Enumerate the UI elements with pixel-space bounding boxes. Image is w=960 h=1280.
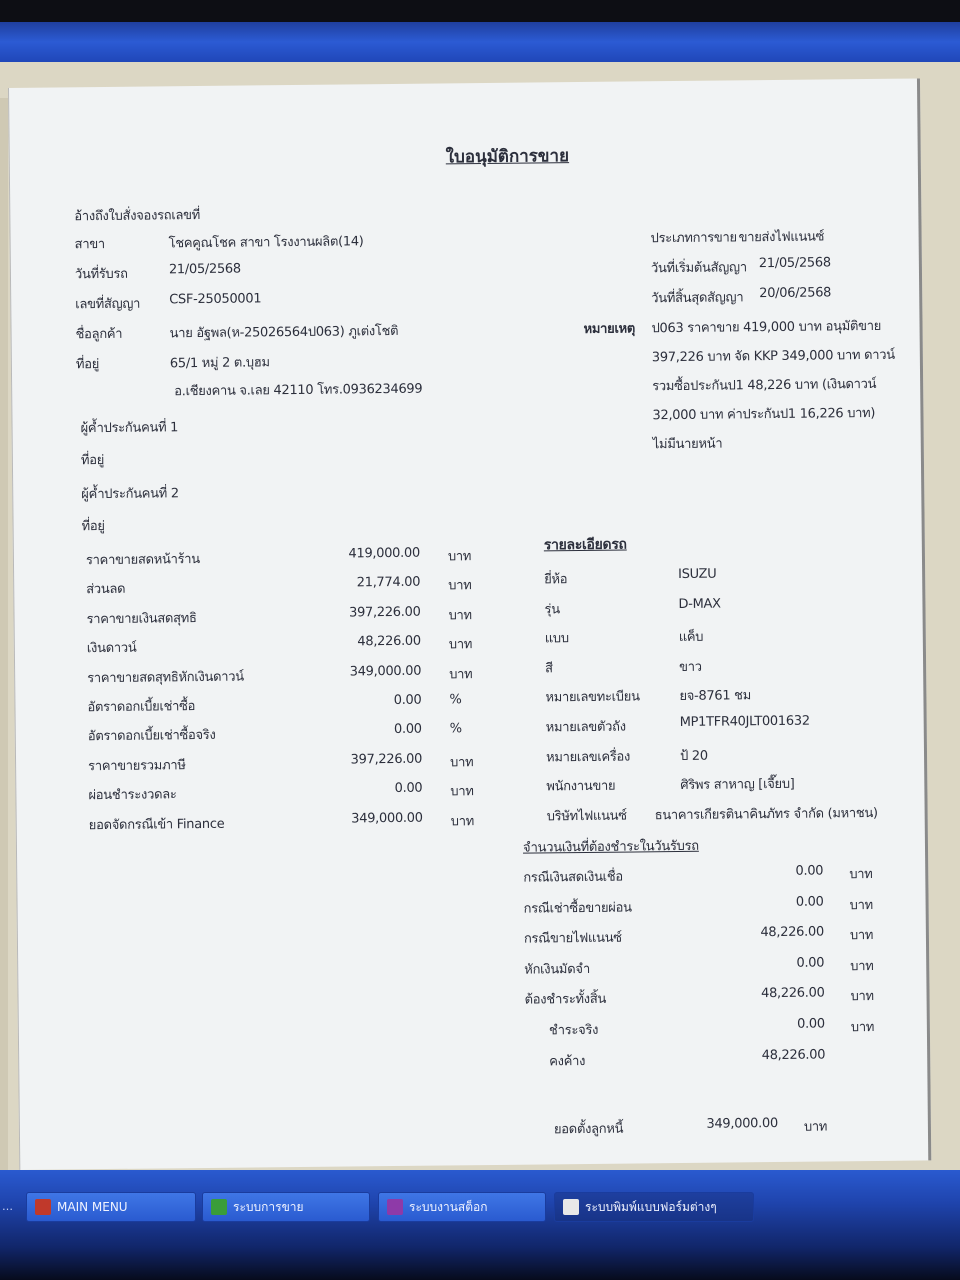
guarantor-1-label: ผู้ค้ำประกันคนที่ 1 <box>80 420 179 437</box>
contract-end-value: 20/06/2568 <box>759 285 832 302</box>
debt-unit: บาท <box>803 1119 828 1135</box>
price-label: ส่วนลด <box>86 582 126 598</box>
debt-label: ยอดตั้งลูกหนี้ <box>553 1121 624 1138</box>
payment-unit: บาท <box>849 866 873 883</box>
remark-line: ป063 ราคาขาย 419,000 บาท อนุมัติขาย <box>651 318 882 337</box>
payment-label: กรณีเช่าซื้อขายผ่อน <box>523 900 632 917</box>
car-detail-label: ยี่ห้อ <box>544 572 568 588</box>
car-detail-label: หมายเลขตัวถัง <box>545 719 626 736</box>
car-detail-label: แบบ <box>544 631 569 647</box>
window-title-bar <box>0 22 960 66</box>
payment-unit: บาท <box>850 958 874 975</box>
payment-value: 48,226.00 <box>761 1047 826 1063</box>
payment-label: ต้องชำระทั้งสิ้น <box>524 992 607 1009</box>
taskbar-print-forms[interactable] <box>554 1192 754 1222</box>
price-value: 0.00 <box>394 780 423 797</box>
app-icon-red <box>35 1199 51 1215</box>
price-value: 48,226.00 <box>357 633 421 650</box>
address-value: 65/1 หมู่ 2 ต.บุฮม <box>169 355 270 372</box>
guarantor-2-label: ผู้ค้ำประกันคนที่ 2 <box>81 486 179 503</box>
delivery-date-label: วันที่รับรถ <box>74 266 128 283</box>
guarantor-1-address-label: ที่อยู่ <box>80 453 105 469</box>
address-label: ที่อยู่ <box>75 357 100 373</box>
branch-label: สาขา <box>74 236 105 253</box>
branch-value: โชคคูณโชค สาขา โรงงานผลิต(14) <box>168 234 364 252</box>
price-label: ราคาขายสดสุทธิหักเงินดาวน์ <box>87 669 244 686</box>
remark-line: 32,000 บาท ค่าประกันป1 16,226 บาท) <box>652 405 876 424</box>
price-unit: บาท <box>450 784 474 800</box>
price-unit: บาท <box>448 637 473 653</box>
remark-line: 397,226 บาท จัด KKP 349,000 บาท ดาวน์ <box>651 347 895 366</box>
taskbar <box>0 1170 960 1280</box>
payment-value: 0.00 <box>796 955 825 971</box>
car-detail-label: บริษัทไฟแนนซ์ <box>546 808 627 825</box>
price-value: 397,226.00 <box>350 751 423 768</box>
price-unit: % <box>449 721 462 737</box>
price-value: 349,000.00 <box>349 663 422 680</box>
price-label: ราคาขายรวมภาษี <box>88 757 186 774</box>
taskbar-overflow-icon[interactable]: … <box>2 1200 13 1213</box>
guarantor-2-address-label: ที่อยู่ <box>81 519 105 535</box>
taskbar-item-label: ระบบการขาย <box>233 1199 304 1214</box>
price-label: เงินดาวน์ <box>86 640 137 657</box>
stock-app-icon <box>387 1199 403 1215</box>
car-detail-value: MP1TFR40JLT001632 <box>679 713 810 731</box>
price-unit: % <box>449 692 462 708</box>
price-label: ราคาขายสดหน้าร้าน <box>85 552 200 569</box>
price-label: อัตราดอกเบี้ยเช่าซื้อจริง <box>87 728 216 745</box>
debt-value: 349,000.00 <box>706 1115 778 1132</box>
monitor-bezel <box>0 0 960 22</box>
car-detail-value: D-MAX <box>678 596 721 612</box>
customer-name-label: ชื่อลูกค้า <box>75 326 123 343</box>
payment-label: กรณีเงินสดเงินเชื่อ <box>523 869 623 886</box>
price-unit: บาท <box>447 549 472 565</box>
remark-line: ไม่มีนายหน้า <box>652 436 723 453</box>
payment-value: 48,226.00 <box>760 924 824 941</box>
contract-number-label: เลขที่สัญญา <box>75 296 141 313</box>
car-detail-value: ธนาคารเกียรตินาคินภัทร จำกัด (มหาชน) <box>654 805 878 824</box>
taskbar-main-menu[interactable] <box>26 1192 196 1222</box>
price-value: 397,226.00 <box>348 604 421 621</box>
payment-value: 0.00 <box>795 863 824 879</box>
car-detail-value: ป้ 20 <box>679 748 708 764</box>
price-value: 0.00 <box>393 692 422 708</box>
payment-unit: บาท <box>849 897 873 913</box>
price-label: อัตราดอกเบี้ยเช่าซื้อ <box>87 699 196 716</box>
price-value: 0.00 <box>393 722 422 738</box>
price-unit: บาท <box>450 754 474 771</box>
taskbar-sales-system[interactable] <box>202 1192 370 1222</box>
booking-reference-label: อ้างถึงใบสั่งจองรถเลขที่ <box>74 207 201 225</box>
car-detail-label: สี <box>545 661 553 677</box>
payment-label: คงค้าง <box>549 1053 586 1069</box>
print-forms-icon <box>563 1199 579 1215</box>
car-detail-value: ศิริพร สาหาญ [เจี๊ยบ] <box>680 776 795 794</box>
payment-unit: บาท <box>850 1019 875 1036</box>
taskbar-item-label: ระบบงานสต็อก <box>409 1199 488 1214</box>
payment-value: 0.00 <box>795 894 824 910</box>
payment-value: 48,226.00 <box>760 985 825 1002</box>
price-unit: บาท <box>450 813 475 829</box>
taskbar-item-label: MAIN MENU <box>57 1200 128 1214</box>
payment-label: กรณีขายไฟแนนซ์ <box>523 930 622 947</box>
price-unit: บาท <box>448 578 472 594</box>
sales-app-icon <box>211 1199 227 1215</box>
car-detail-value: แค็บ <box>678 629 704 646</box>
sale-type-label: ประเภทการขาย <box>650 230 737 247</box>
remark-label: หมายเหตุ <box>583 321 636 337</box>
car-detail-value: ยจ-8761 ชม <box>679 688 752 705</box>
price-value: 419,000.00 <box>348 545 420 562</box>
print-preview-page <box>8 78 931 1169</box>
contract-number-value: CSF-25050001 <box>169 291 262 308</box>
price-unit: บาท <box>448 607 472 624</box>
remark-line: รวมซื้อประกันป1 48,226 บาท (เงินดาวน์ <box>652 376 877 395</box>
payment-due-title: จำนวนเงินที่ต้องชำระในวันรับรถ <box>522 838 699 856</box>
contract-start-value: 21/05/2568 <box>758 255 831 272</box>
payment-label: ชำระจริง <box>548 1022 599 1039</box>
price-value: 349,000.00 <box>351 810 423 827</box>
car-detail-value: ISUZU <box>678 566 717 583</box>
taskbar-item-label: ระบบพิมพ์แบบฟอร์มต่างๆ <box>585 1199 717 1214</box>
car-detail-label: หมายเลขเครื่อง <box>545 749 631 765</box>
car-detail-label: พนักงานขาย <box>546 778 616 795</box>
taskbar-stock-system[interactable] <box>378 1192 546 1222</box>
price-label: ผ่อนชำระงวดละ <box>88 787 177 804</box>
delivery-date-value: 21/05/2568 <box>168 261 241 278</box>
window-left-border <box>0 98 8 1170</box>
contract-start-label: วันที่เริ่มต้นสัญญา <box>650 260 747 277</box>
price-label: ยอดจัดกรณีเข้า Finance <box>88 816 225 833</box>
car-details-title: รายละเอียดรถ <box>543 536 627 554</box>
price-label: ราคาขายเงินสดสุทธิ <box>86 610 197 628</box>
payment-unit: บาท <box>849 928 874 944</box>
payment-value: 0.00 <box>797 1016 825 1032</box>
document-title: ใบอนุมัติการขาย <box>445 146 570 168</box>
car-detail-label: หมายเลขทะเบียน <box>545 689 640 706</box>
car-detail-label: รุ่น <box>544 601 560 618</box>
price-value: 21,774.00 <box>356 575 421 591</box>
sale-type-value: ขายส่งไฟแนนซ์ <box>738 229 825 246</box>
address-line-2: อ.เชียงคาน จ.เลย 42110 โทร.0936234699 <box>174 381 423 400</box>
customer-name-value: นาย อัฐพล(ห-25026564ป063) ภูเต่งโชติ <box>169 323 399 342</box>
car-detail-value: ขาว <box>679 659 702 675</box>
payment-label: หักเงินมัดจำ <box>524 961 590 978</box>
payment-unit: บาท <box>850 989 874 1005</box>
contract-end-label: วันที่สิ้นสุดสัญญา <box>651 290 744 307</box>
price-unit: บาท <box>449 666 473 683</box>
